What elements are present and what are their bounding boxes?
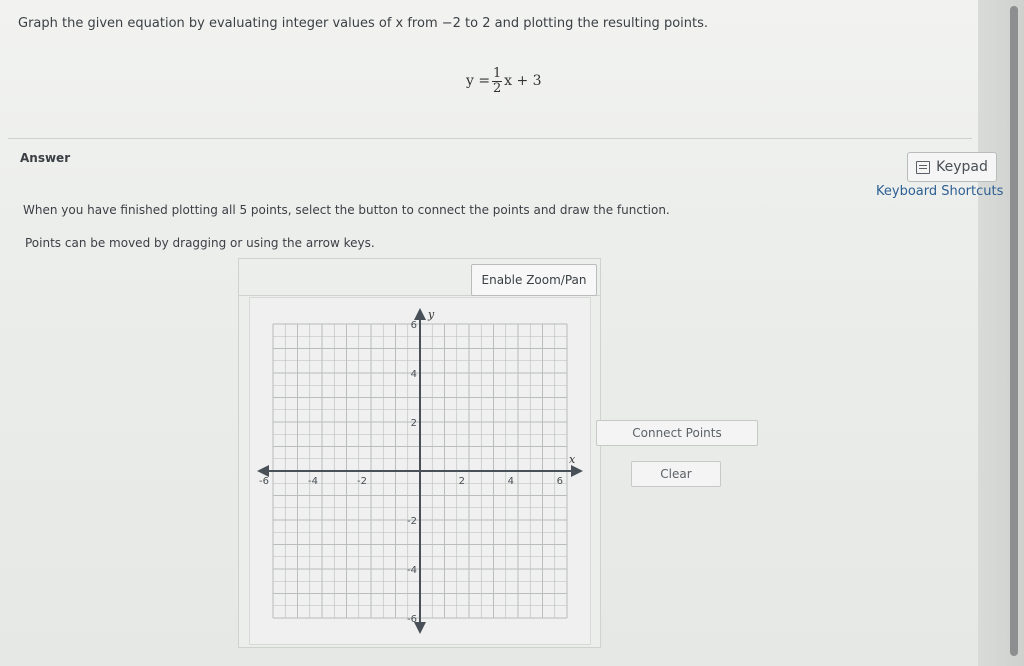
x-axis-arrow-right-icon [571,465,583,477]
coordinate-plane[interactable] [250,298,590,644]
clear-button[interactable]: Clear [631,461,721,487]
graph-area[interactable] [249,297,591,645]
y-axis-label: y [428,308,435,321]
equation-rest: x + 3 [504,73,542,89]
equation-lhs: y = [466,73,491,89]
x-axis-label: x [569,453,576,466]
question-panel [8,6,972,139]
x-tick-label: 4 [507,476,514,487]
equation-fraction [492,67,502,96]
x-tick-label: -2 [357,476,367,487]
keypad-icon [916,161,930,174]
y-axis-arrow-up-icon [414,308,426,320]
keyboard-shortcuts-link[interactable]: Keyboard Shortcuts [876,184,1004,199]
scrollbar-thumb[interactable] [1010,6,1018,656]
enable-zoom-pan-button[interactable]: Enable Zoom/Pan [471,264,597,296]
x-tick-label: 2 [458,476,465,487]
hint-text: Points can be moved by dragging or using the arrow keys. [25,236,375,250]
y-tick-label: 4 [410,369,417,380]
x-tick-label: 6 [556,476,563,487]
keypad-label: Keypad [936,159,988,175]
x-tick-label: -6 [259,476,269,487]
keypad-button[interactable] [907,152,997,182]
instruction-text: When you have finished plotting all 5 points, select the button to connect the points and draw the function. [23,203,670,217]
y-tick-label: -4 [407,565,417,576]
question-prompt: Graph the given equation by evaluating integer values of x from −2 to 2 and plotting the resulting points. [18,16,708,31]
y-tick-label: -6 [407,614,417,625]
equation [466,61,542,101]
answer-label: Answer [20,151,71,165]
y-tick-label: -2 [407,516,417,527]
connect-points-button[interactable]: Connect Points [596,420,758,446]
y-tick-label: 2 [410,418,417,429]
y-tick-label: 6 [410,320,417,331]
graph-toolbar [239,259,600,296]
x-tick-label: -4 [308,476,318,487]
graph-panel [238,258,601,648]
fraction-denominator: 2 [492,80,502,96]
fraction-numerator: 1 [492,65,502,81]
scrollbar[interactable] [978,0,1024,666]
